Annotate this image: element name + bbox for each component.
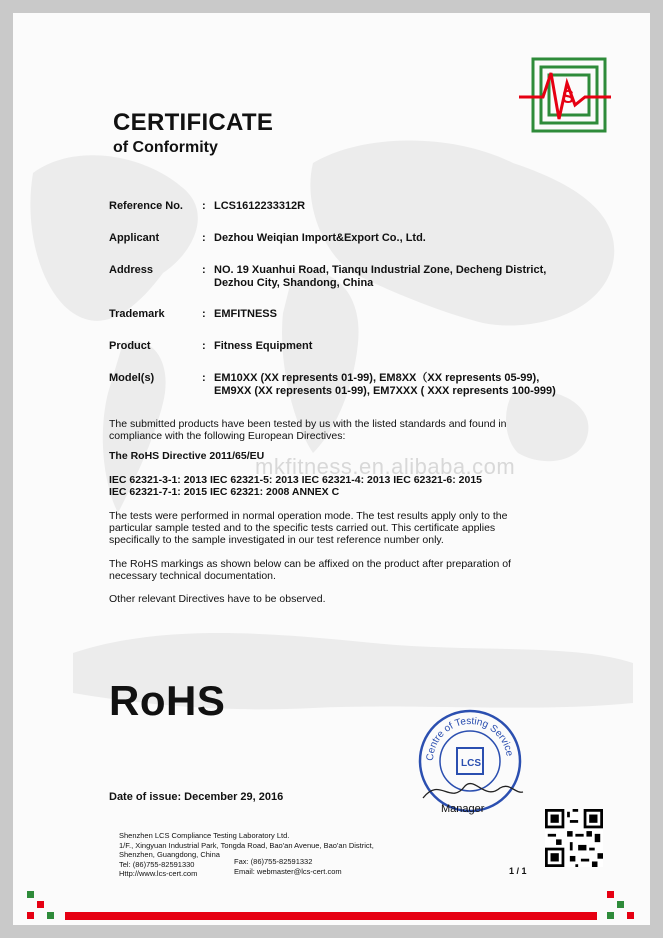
field-label: Applicant bbox=[109, 232, 160, 244]
field-label: Product bbox=[109, 340, 151, 352]
field-colon: : bbox=[202, 340, 206, 352]
decor-square bbox=[627, 912, 634, 919]
field-colon: : bbox=[202, 372, 206, 384]
field-value: LCS1612233312R bbox=[214, 200, 306, 212]
field-value: NO. 19 Xuanhui Road, Tianqu Industrial Zone, Decheng District, Dezhou City, Shandong, China bbox=[214, 264, 547, 289]
decor-square bbox=[607, 891, 614, 898]
rohs-mark: RoHS bbox=[109, 677, 226, 724]
field-label: Trademark bbox=[109, 308, 165, 320]
field-colon: : bbox=[202, 308, 206, 320]
standards-list: IEC 62321-3-1: 2013 IEC 62321-5: 2013 IEC 62321-4: 2013 IEC 62321-6: 2015 IEC 62321-7-1: 2015 IEC 62321: 2008 ANNEX C bbox=[109, 474, 482, 498]
field-colon: : bbox=[202, 200, 206, 212]
testing-stamp bbox=[415, 706, 525, 816]
field-colon: : bbox=[202, 264, 206, 276]
svg-text:Centre of Testing Service: Centre of Testing Service bbox=[424, 715, 515, 762]
other-directives: Other relevant Directives have to be observed. bbox=[109, 593, 326, 605]
svg-text:LCS: LCS bbox=[461, 758, 481, 769]
certificate-subtitle: of Conformity bbox=[113, 139, 218, 156]
decor-square bbox=[37, 901, 44, 908]
field-label: Address bbox=[109, 264, 154, 276]
directive-title: The RoHS Directive 2011/65/EU bbox=[109, 450, 265, 462]
decor-square bbox=[607, 912, 614, 919]
lab-contact: Fax: (86)755-82591332 Email: webmaster@lcs-cert.com bbox=[234, 857, 342, 876]
certificate-title: CERTIFICATE bbox=[113, 109, 274, 136]
tests-paragraph: The tests were performed in normal operation mode. The test results apply only to the particular sample tested and to the specific tests carried out. This certificate applies specifically to the sample investigated in our test reference number only. bbox=[109, 510, 508, 546]
field-colon: : bbox=[202, 232, 206, 244]
intro-paragraph: The submitted products have been tested by us with the listed standards and found in compliance with the following European Directives: bbox=[109, 418, 507, 442]
svg-text:S: S bbox=[562, 87, 575, 107]
field-value: EMFITNESS bbox=[214, 308, 277, 320]
field-label: Model(s) bbox=[109, 372, 155, 384]
lcs-logo bbox=[519, 53, 611, 141]
footer-bar bbox=[65, 912, 597, 920]
field-value: Dezhou Weiqian Import&Export Co., Ltd. bbox=[214, 232, 426, 244]
date-of-issue: Date of issue: December 29, 2016 bbox=[109, 791, 284, 803]
field-value: EM10XX (XX represents 01-99), EM8XX（XX represents 05-99), EM9XX (XX represents 01-99), EM7XXX ( XXX represents 100-999) bbox=[214, 372, 556, 397]
markings-paragraph: The RoHS markings as shown below can be affixed on the product after preparation of necessary technical documentation. bbox=[109, 558, 511, 582]
decor-square bbox=[47, 912, 54, 919]
decor-square bbox=[27, 891, 34, 898]
field-label: Reference No. bbox=[109, 200, 183, 212]
qr-code-icon[interactable] bbox=[545, 809, 603, 867]
field-value: Fitness Equipment bbox=[214, 340, 313, 352]
signatory-title: Manager bbox=[441, 803, 485, 815]
watermark: mkfitness.en.alibaba.com bbox=[255, 454, 516, 479]
page-number: 1 / 1 bbox=[509, 866, 527, 876]
decor-square bbox=[27, 912, 34, 919]
certificate-page bbox=[13, 13, 650, 925]
decor-square bbox=[617, 901, 624, 908]
lab-address: Shenzhen LCS Compliance Testing Laboratory Ltd. 1/F., Xingyuan Industrial Park, Tongda Road, Bao'an Avenue, Bao'an District, Shenzhen, Guangdong, China Tel: (86)755-82591330 Http://www.lcs-cert.com bbox=[119, 831, 374, 879]
